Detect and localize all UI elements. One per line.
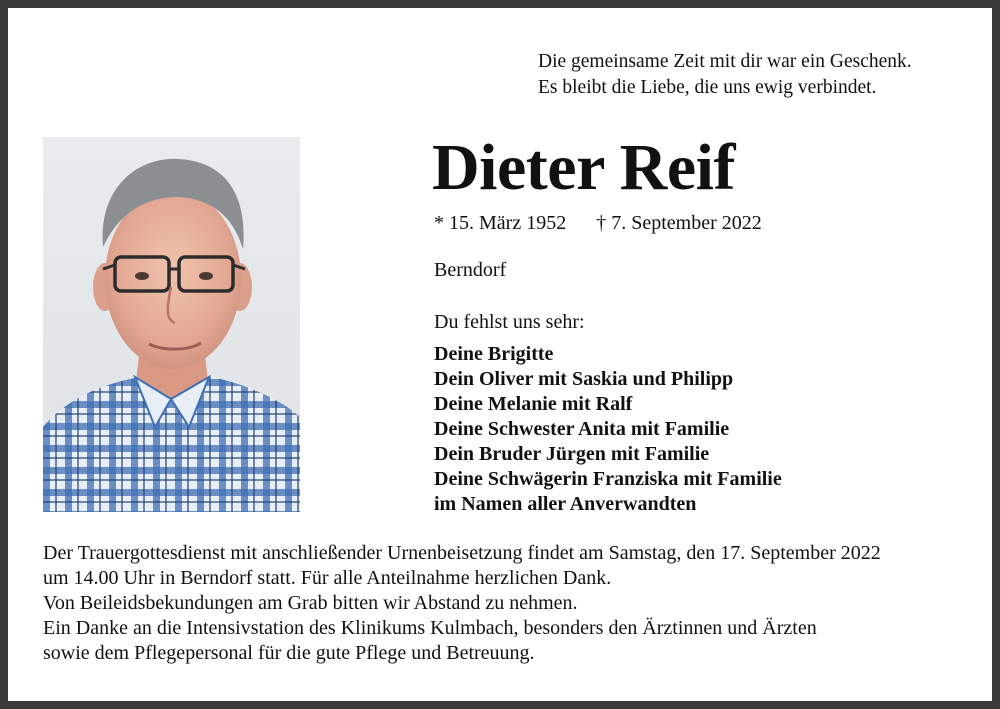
- mourner-line: Dein Oliver mit Saskia und Philipp: [434, 368, 734, 390]
- mourner-line: Deine Brigitte: [434, 343, 554, 365]
- mourners-intro: Du fehlst uns sehr:: [434, 311, 585, 333]
- mourner-line: Deine Schwägerin Franziska mit Familie: [434, 468, 782, 490]
- death-date: † 7. September 2022: [596, 212, 762, 234]
- notice-line: um 14.00 Uhr in Berndorf statt. Für alle Anteilnahme herzlichen Dank.: [43, 567, 612, 589]
- life-dates: [434, 210, 762, 236]
- obituary-card: [8, 8, 992, 701]
- portrait-photo: [43, 137, 300, 512]
- mourners-list: [434, 342, 782, 517]
- birth-date: * 15. März 1952: [434, 212, 567, 234]
- hometown: Berndorf: [434, 259, 507, 281]
- deceased-name: Dieter Reif: [432, 131, 735, 204]
- funeral-notice: [43, 541, 881, 666]
- notice-line: Ein Danke an die Intensivstation des Klinikums Kulmbach, besonders den Ärztinnen und Ärzten: [43, 617, 817, 639]
- mourner-line: Dein Bruder Jürgen mit Familie: [434, 443, 710, 465]
- quote-line: Die gemeinsame Zeit mit dir war ein Geschenk.: [538, 51, 912, 72]
- mourner-line: Deine Schwester Anita mit Familie: [434, 418, 730, 440]
- mourner-line: im Namen aller Anverwandten: [434, 493, 697, 515]
- mourner-line: Deine Melanie mit Ralf: [434, 393, 633, 415]
- notice-line: Der Trauergottesdienst mit anschließender Urnenbeisetzung findet am Samstag, den 17. September 2022: [43, 542, 881, 564]
- notice-line: sowie dem Pflegepersonal für die gute Pflege und Betreuung.: [43, 642, 535, 664]
- memorial-quote: [538, 49, 912, 101]
- quote-line: Es bleibt die Liebe, die uns ewig verbindet.: [538, 77, 877, 98]
- notice-line: Von Beileidsbekundungen am Grab bitten wir Abstand zu nehmen.: [43, 592, 578, 614]
